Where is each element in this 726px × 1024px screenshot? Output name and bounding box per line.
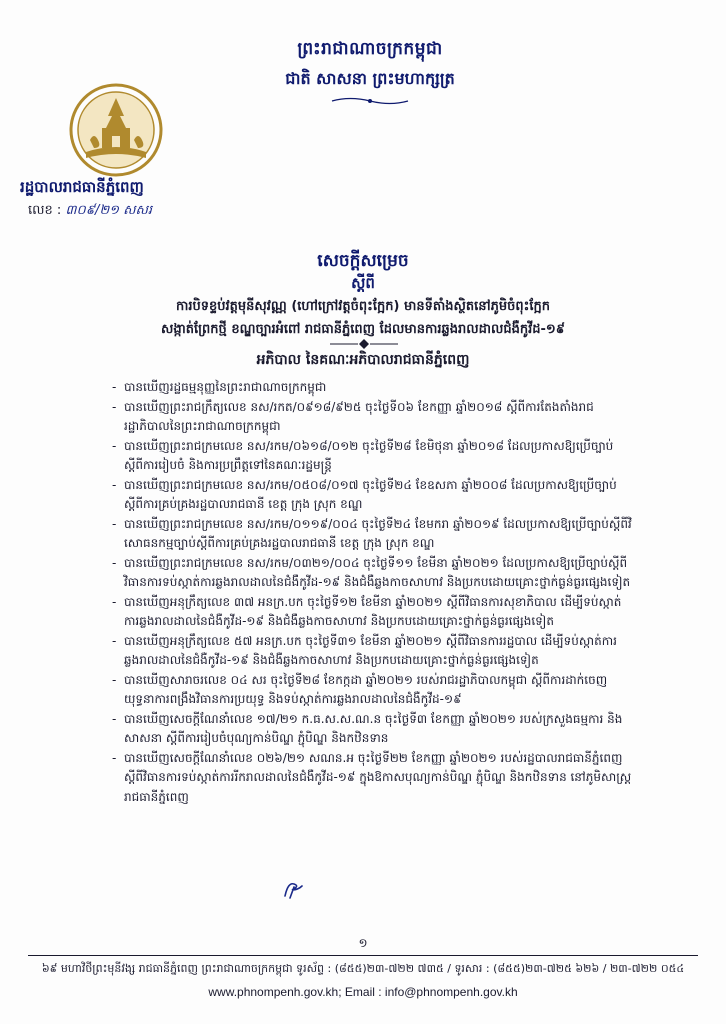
citation-item: - បានឃើញព្រះរាជក្រឹត្យលេខ នស/រកត/០៩១៨/៩២៥ ចុះថ្ងៃទី០៦ ខែកញ្ញា ឆ្នាំ២០១៨ ស្តីពីការតែងតាំងរាជរដ្ឋាភិបាលនៃព្រះរាជាណាចក្រកម្ពុជា [112, 398, 632, 437]
citation-item: - បានឃើញរដ្ឋធម្មនុញ្ញនៃព្រះរាជាណាចក្រកម្ពុជា [112, 378, 632, 398]
title-subject-label: ស្តីពី [351, 274, 375, 292]
citation-item: - បានឃើញព្រះរាជក្រមលេខ នស/រកម/០៣២១/០០៤ ចុះថ្ងៃទី១១ ខែមីនា ឆ្នាំ២០២១ ដែលប្រកាសឱ្យប្រើច្បាប់ស្តីពីវិធានការទប់ស្កាត់ការឆ្លងរាលដាលនៃជំងឺកូវីដ-១៩ និងជំងឺឆ្លងកាចសាហាវ និងប្រកបដោយគ្រោះថ្នាក់ធ្ងន់ធ្ងរផ្សេងទៀត [112, 554, 632, 593]
contact-separator: ; [338, 985, 345, 999]
reference-value: ៣០៩/២១ សសរ [65, 203, 153, 218]
phnom-penh-seal-icon [68, 82, 164, 178]
footer-contact [28, 985, 698, 999]
title-subject-line-2: សង្កាត់ព្រែកថ្មី ខណ្ឌច្បារអំពៅ រាជធានីភ្នំពេញ ដែលមានការឆ្លងរាលដាលជំងឺកូវីដ-១៩ [161, 322, 565, 337]
citation-item: - បានឃើញអនុក្រឹត្យលេខ ៥៧ អនក្រ.បក ចុះថ្ងៃទី៣១ ខែមីនា ឆ្នាំ២០២១ ស្តីពីវិធានការរដ្ឋបាល ដើម្បីទប់ស្កាត់ការឆ្លងរាលដាលនៃជំងឺកូវីដ-១៩ និងជំងឺឆ្លងកាចសាហាវ និងប្រកបដោយគ្រោះថ្នាក់ធ្ងន់ធ្ងរផ្សេងទៀត [112, 632, 632, 671]
citation-item: - បានឃើញសេចក្តីណែនាំលេខ ១៧/២១ ក.ធ.ស.ស.ណ.ន ចុះថ្ងៃទី៣ ខែកញ្ញា ឆ្នាំ២០២១ របស់ក្រសួងធម្មការ និងសាសនា ស្តីពីការរៀបចំបុណ្យកាន់បិណ្ឌ ភ្ជុំបិណ្ឌ និងកឋិនទាន [112, 710, 632, 749]
email-label: Email : [344, 985, 385, 999]
citations-list [112, 378, 632, 807]
citation-item: - បានឃើញសារាចរលេខ ០៤ សរ ចុះថ្ងៃទី២៨ ខែកក្កដា ឆ្នាំ២០២១ របស់រាជរដ្ឋាភិបាលកម្ពុជា ស្តីពីការដាក់ចេញយុទ្ធនាការពង្រឹងវិធានការប្រយុទ្ធ និងទប់ស្កាត់ការឆ្លងរាលដាលនៃជំងឺកូវីដ-១៩ [112, 671, 632, 710]
motto-ornament-icon [330, 96, 410, 106]
citation-item: - បានឃើញសេចក្តីណែនាំលេខ ០២៦/២១ សណន.អ ចុះថ្ងៃទី២២ ខែកញ្ញា ឆ្នាំ២០២១ របស់រដ្ឋបាលរាជធានីភ្នំពេញ ស្តីពីវិធានការទប់ស្កាត់ការរីករាលដាលនៃជំងឺកូវីដ-១៩ ក្នុងឱកាសបុណ្យកាន់បិណ្ឌ ភ្ជុំបិណ្ឌ និងកឋិនទាន នៅភូមិសាស្ត្ររាជធានីភ្នំពេញ [112, 749, 632, 808]
title-subject-line-1: ការបិទខ្ទប់វត្តមុនីសុវណ្ណ (ហៅក្រៅវត្តចំពុះក្អែក) មានទីតាំងស្ថិតនៅភូមិចំពុះក្អែក [176, 299, 550, 314]
issuing-authority: អភិបាល នៃគណៈអភិបាលរាជធានីភ្នំពេញ [256, 352, 470, 368]
email-link[interactable]: info@phnompenh.gov.kh [384, 985, 518, 999]
page-number: ១ [358, 936, 368, 950]
ornamental-divider-icon [328, 338, 400, 350]
citation-item: - បានឃើញព្រះរាជក្រមលេខ នស/រកម/០១១៩/០០៤ ចុះថ្ងៃទី២៤ ខែមករា ឆ្នាំ២០១៩ ដែលប្រកាសឱ្យប្រើច្បាប់ស្តីពីវិសោធនកម្មច្បាប់ស្តីពីការគ្រប់គ្រងរដ្ឋបាលរាជធានី ខេត្ត ក្រុង ស្រុក ខណ្ឌ [112, 515, 632, 554]
citation-item: - បានឃើញព្រះរាជក្រមលេខ នស/រកម/០៥០៨/០១៧ ចុះថ្ងៃទី២៤ ខែឧសភា ឆ្នាំ២០០៨ ដែលប្រកាសឱ្យប្រើច្បាប់ស្តីពីការគ្រប់គ្រងរដ្ឋបាលរាជធានី ខេត្ត ក្រុង ស្រុក ខណ្ឌ [112, 476, 632, 515]
website-link[interactable]: www.phnompenh.gov.kh [208, 985, 339, 999]
reference-label: លេខ : [28, 203, 62, 218]
issuer-name: រដ្ឋបាលរាជធានីភ្នំពេញ [20, 178, 144, 196]
reference-number [28, 202, 228, 221]
national-motto: ជាតិ សាសនា ព្រះមហាក្សត្រ [285, 69, 455, 88]
kingdom-heading: ព្រះរាជាណាចក្រកម្ពុជា [297, 39, 443, 59]
citation-item: - បានឃើញព្រះរាជក្រមលេខ នស/រកម/០៦១៨/០១២ ចុះថ្ងៃទី២៨ ខែមិថុនា ឆ្នាំ២០១៨ ដែលប្រកាសឱ្យប្រើច្បាប់ស្តីពីការរៀបចំ និងការប្រព្រឹត្តទៅនៃគណៈរដ្ឋមន្ត្រី [112, 437, 632, 476]
handwritten-initial-icon [282, 878, 306, 900]
footer-address: ៦៩ មហាវិថីព្រះមុនីវង្ស រាជធានីភ្នំពេញ ព្រះរាជាណាចក្រកម្ពុជា ទូរស័ព្ទ : (៨៥៥)២៣-៧២២ ៧៣៥ / ទូរសារ : (៨៥៥)២៣-៧២៥ ៦២៦ / ២៣-៧២២ ០៥៤ [41, 962, 685, 975]
citation-item: - បានឃើញអនុក្រឹត្យលេខ ៣៧ អនក្រ.បក ចុះថ្ងៃទី១២ ខែមីនា ឆ្នាំ២០២១ ស្តីពីវិធានការសុខាភិបាល ដើម្បីទប់ស្កាត់ការឆ្លងរាលដាលនៃជំងឺកូវីដ-១៩ និងជំងឺឆ្លងកាចសាហាវ និងប្រកបដោយគ្រោះថ្នាក់ធ្ងន់ធ្ងរផ្សេងទៀត [112, 593, 632, 632]
document-title: សេចក្តីសម្រេច [317, 251, 409, 271]
footer-divider [28, 955, 698, 956]
